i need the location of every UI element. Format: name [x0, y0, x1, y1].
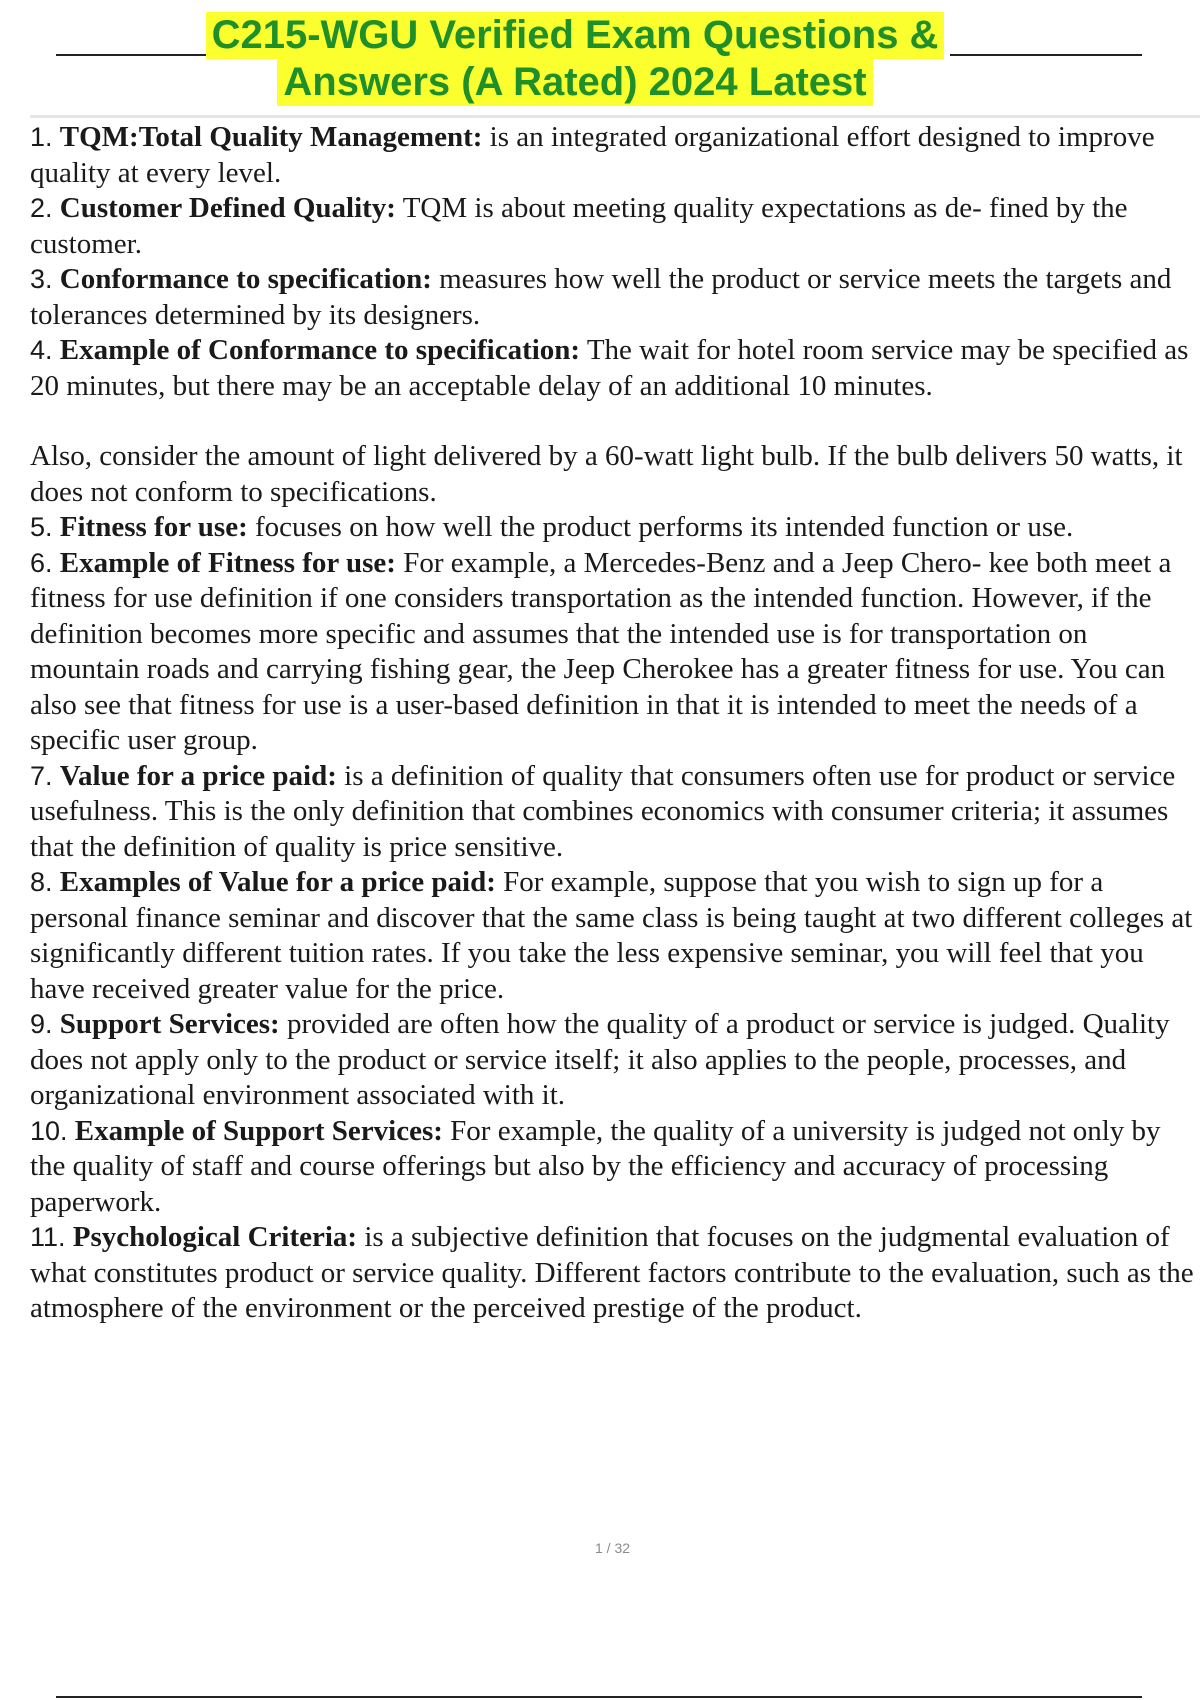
item-term: Conformance to specification:	[59, 263, 432, 295]
qa-item-1	[30, 120, 1195, 191]
item-number: 1.	[30, 122, 53, 152]
item-number: 5.	[30, 512, 53, 542]
qa-item-2	[30, 191, 1195, 262]
item-definition: For example, suppose that you wish to sign up for a personal finance seminar and discover that the same class is being taught at two different colleges at significantly different tuition rates. If you take the less expensive seminar, you will feel that you have received greater value for the price.	[30, 866, 1193, 1005]
item-number: 8.	[30, 867, 53, 897]
header-rule-left	[56, 54, 206, 56]
qa-item-9	[30, 1007, 1195, 1114]
item-number: 2.	[30, 193, 53, 223]
item-number: 9.	[30, 1009, 53, 1039]
qa-item-4	[30, 333, 1195, 404]
item-term: TQM:Total Quality Management:	[59, 121, 483, 153]
item-number: 10.	[30, 1115, 68, 1146]
item-term: Fitness for use:	[59, 511, 248, 543]
item-definition: is an integrated organizational effort designed to improve quality at every level.	[30, 121, 1155, 189]
paragraph-gap	[30, 404, 1195, 439]
qa-item-7	[30, 759, 1195, 866]
qa-list	[30, 120, 1195, 1327]
item-number: 3.	[30, 264, 53, 294]
item-definition: is a subjective definition that focuses on the judgmental evaluation of what constitutes product or service quality. Different factors contribute to the evaluation, such as the atmosphere of the environment or the perceived prestige of the product.	[30, 1221, 1194, 1324]
item-number: 4.	[30, 335, 53, 365]
item-term: Example of Fitness for use:	[59, 546, 396, 579]
document-header	[0, 12, 1200, 112]
item-definition: is a definition of quality that consumers often use for product or service usefulness. This is the only definition that combines economics with consumer criteria; it assumes that the definition of quality is price sensitive.	[30, 759, 1176, 863]
top-divider	[30, 115, 1200, 118]
item-definition: measures how well the product or service meets the targets and tolerances determined by its designers.	[30, 263, 1172, 331]
item-number: 11.	[30, 1222, 66, 1252]
item-term: Value for a price paid:	[59, 759, 337, 792]
item-definition: For example, the quality of a university is judged not only by the quality of staff and course offerings but also by the efficiency and accuracy of processing paperwork.	[30, 1114, 1161, 1218]
qa-item-10	[30, 1114, 1195, 1221]
item-number: 6.	[30, 547, 53, 578]
title-line-2: Answers (A Rated) 2024 Latest	[277, 59, 872, 106]
item-number: 7.	[30, 760, 53, 791]
footer-rule	[56, 1696, 1142, 1698]
qa-item-11	[30, 1220, 1195, 1327]
header-rule-right	[950, 54, 1142, 56]
page-indicator: 1 / 32	[594, 1540, 631, 1556]
item-definition: focuses on how well the product performs its intended function or use.	[254, 511, 1074, 543]
item-term: Examples of Value for a price paid:	[59, 866, 496, 898]
item-definition: provided are often how the quality of a product or service is judged. Quality does not apply only to the product or service itself; it also applies to the people, processes, and organizational environment associated with it.	[30, 1008, 1170, 1111]
qa-item-5	[30, 510, 1195, 546]
item-term: Support Services:	[59, 1008, 280, 1040]
item-term: Customer Defined Quality:	[59, 192, 396, 224]
title-line-1: C215-WGU Verified Exam Questions &	[206, 12, 945, 59]
qa-item-3	[30, 262, 1195, 333]
item-definition: The wait for hotel room service may be specified as 20 minutes, but there may be an acceptable delay of an additional 10 minutes.	[30, 334, 1189, 402]
item-term: Example of Conformance to specification:	[59, 334, 581, 366]
qa-item-4-continued	[30, 439, 1195, 510]
item-term: Psychological Criteria:	[72, 1221, 358, 1253]
qa-item-8	[30, 865, 1195, 1007]
document-title	[200, 12, 950, 106]
item-definition-continued: Also, consider the amount of light delivered by a 60-watt light bulb. If the bulb delivers 50 watts, it does not conform to specifications.	[30, 440, 1183, 508]
item-term: Example of Support Services:	[74, 1114, 443, 1147]
item-definition: For example, a Mercedes-Benz and a Jeep Chero- kee both meet a fitness for use definition if one considers transportation as the intended function. However, if the definition becomes more specific and assumes that the intended use is for transportation on mountain roads and carrying fishing gear, the Jeep Cherokee has a greater fitness for use. You can also see that fitness for use is a user-based definition in that it is intended to meet the needs of a specific user group.	[30, 546, 1172, 756]
qa-item-6	[30, 546, 1195, 759]
item-definition: TQM is about meeting quality expectations as de- fined by the customer.	[30, 192, 1128, 260]
